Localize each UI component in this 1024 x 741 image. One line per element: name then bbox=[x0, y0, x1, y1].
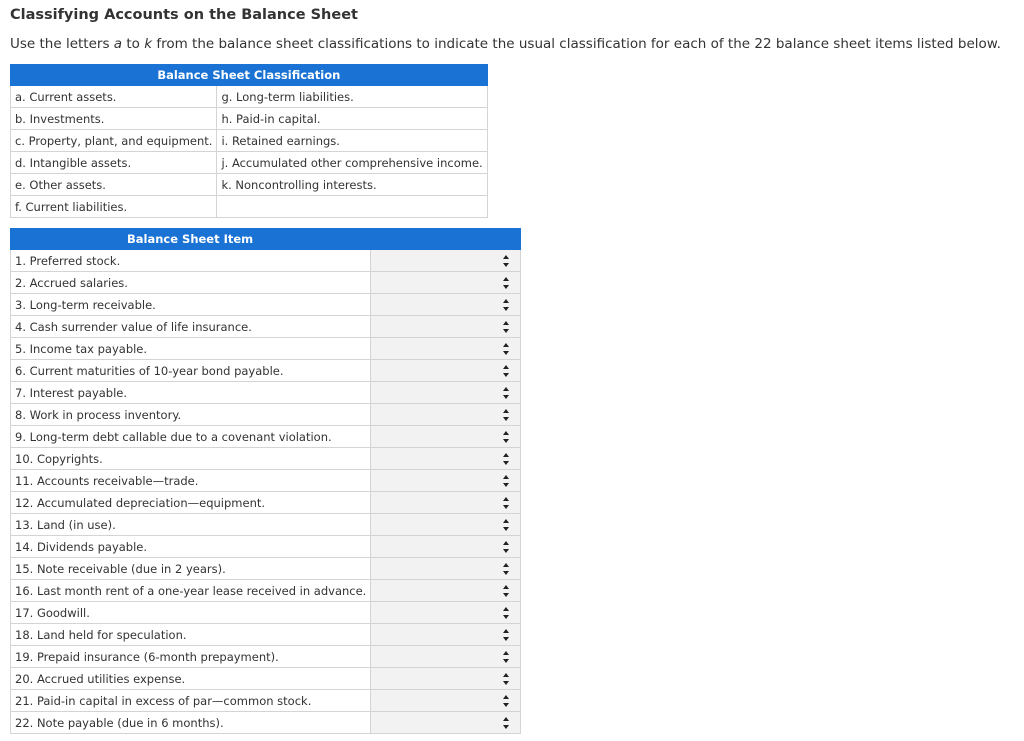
classification-select[interactable] bbox=[371, 602, 521, 624]
classification-row bbox=[11, 152, 488, 174]
classification-header: Balance Sheet Classification bbox=[11, 65, 488, 86]
item-label: 16. Last month rent of a one-year lease received in advance. bbox=[11, 580, 371, 602]
select-toggle[interactable] bbox=[500, 430, 512, 444]
table-row bbox=[11, 668, 521, 690]
select-toggle[interactable] bbox=[500, 606, 512, 620]
classification-table bbox=[10, 64, 488, 218]
classification-right-cell: j. Accumulated other comprehensive income. bbox=[217, 152, 487, 174]
up-down-arrows-icon bbox=[503, 277, 510, 289]
instructions-mid: to bbox=[122, 36, 145, 52]
up-down-arrows-icon bbox=[503, 585, 510, 597]
classification-select[interactable] bbox=[371, 338, 521, 360]
item-label: 3. Long-term receivable. bbox=[11, 294, 371, 316]
classification-select[interactable] bbox=[371, 250, 521, 272]
classification-select[interactable] bbox=[371, 624, 521, 646]
classification-select[interactable] bbox=[371, 558, 521, 580]
table-row bbox=[11, 316, 521, 338]
select-toggle[interactable] bbox=[500, 672, 512, 686]
select-toggle[interactable] bbox=[500, 320, 512, 334]
classification-right-cell: g. Long-term liabilities. bbox=[217, 86, 487, 108]
item-label: 20. Accrued utilities expense. bbox=[11, 668, 371, 690]
classification-select[interactable] bbox=[371, 404, 521, 426]
item-label: 9. Long-term debt callable due to a covenant violation. bbox=[11, 426, 371, 448]
item-label: 6. Current maturities of 10-year bond payable. bbox=[11, 360, 371, 382]
select-toggle[interactable] bbox=[500, 342, 512, 356]
up-down-arrows-icon bbox=[503, 651, 510, 663]
up-down-arrows-icon bbox=[503, 695, 510, 707]
table-row bbox=[11, 470, 521, 492]
classification-row bbox=[11, 108, 488, 130]
instructions-prefix: Use the letters bbox=[10, 36, 114, 52]
item-header-row bbox=[11, 229, 521, 250]
classification-left-cell: a. Current assets. bbox=[11, 86, 217, 108]
item-label: 10. Copyrights. bbox=[11, 448, 371, 470]
select-toggle[interactable] bbox=[500, 452, 512, 466]
table-row bbox=[11, 360, 521, 382]
select-toggle[interactable] bbox=[500, 408, 512, 422]
up-down-arrows-icon bbox=[503, 519, 510, 531]
classification-select[interactable] bbox=[371, 668, 521, 690]
classification-right-cell: i. Retained earnings. bbox=[217, 130, 487, 152]
item-label: 12. Accumulated depreciation—equipment. bbox=[11, 492, 371, 514]
select-toggle[interactable] bbox=[500, 386, 512, 400]
classification-right-cell: k. Noncontrolling interests. bbox=[217, 174, 487, 196]
table-row bbox=[11, 492, 521, 514]
select-toggle[interactable] bbox=[500, 518, 512, 532]
table-row bbox=[11, 602, 521, 624]
classification-select[interactable] bbox=[371, 470, 521, 492]
classification-header-row bbox=[11, 65, 488, 86]
classification-row bbox=[11, 196, 488, 218]
classification-select[interactable] bbox=[371, 690, 521, 712]
classification-left-cell: c. Property, plant, and equipment. bbox=[11, 130, 217, 152]
up-down-arrows-icon bbox=[503, 717, 510, 729]
table-row bbox=[11, 382, 521, 404]
page-title: Classifying Accounts on the Balance Sheet bbox=[10, 7, 358, 23]
classification-select[interactable] bbox=[371, 272, 521, 294]
classification-select[interactable] bbox=[371, 294, 521, 316]
up-down-arrows-icon bbox=[503, 343, 510, 355]
table-row bbox=[11, 404, 521, 426]
select-toggle[interactable] bbox=[500, 496, 512, 510]
item-label: 1. Preferred stock. bbox=[11, 250, 371, 272]
up-down-arrows-icon bbox=[503, 387, 510, 399]
up-down-arrows-icon bbox=[503, 431, 510, 443]
item-label: 18. Land held for speculation. bbox=[11, 624, 371, 646]
select-toggle[interactable] bbox=[500, 716, 512, 730]
select-toggle[interactable] bbox=[500, 254, 512, 268]
table-row bbox=[11, 426, 521, 448]
item-label: 14. Dividends payable. bbox=[11, 536, 371, 558]
instructions-letter-a: a bbox=[113, 36, 123, 52]
classification-select[interactable] bbox=[371, 316, 521, 338]
classification-select[interactable] bbox=[371, 536, 521, 558]
classification-right-cell bbox=[217, 196, 487, 218]
table-row bbox=[11, 514, 521, 536]
item-label: 19. Prepaid insurance (6-month prepayment). bbox=[11, 646, 371, 668]
up-down-arrows-icon bbox=[503, 475, 510, 487]
instructions-suffix: from the balance sheet classifications to indicate the usual classification for each of the 22 balance sheet items listed below. bbox=[152, 36, 1001, 52]
classification-left-cell: d. Intangible assets. bbox=[11, 152, 217, 174]
classification-select[interactable] bbox=[371, 382, 521, 404]
select-toggle[interactable] bbox=[500, 628, 512, 642]
select-toggle[interactable] bbox=[500, 276, 512, 290]
item-label: 7. Interest payable. bbox=[11, 382, 371, 404]
item-label: 4. Cash surrender value of life insurance. bbox=[11, 316, 371, 338]
up-down-arrows-icon bbox=[503, 321, 510, 333]
classification-select[interactable] bbox=[371, 360, 521, 382]
up-down-arrows-icon bbox=[503, 453, 510, 465]
up-down-arrows-icon bbox=[503, 409, 510, 421]
classification-row bbox=[11, 130, 488, 152]
table-row bbox=[11, 448, 521, 470]
classification-body bbox=[11, 86, 488, 218]
table-row bbox=[11, 294, 521, 316]
up-down-arrows-icon bbox=[503, 541, 510, 553]
classification-select[interactable] bbox=[371, 712, 521, 734]
classification-select[interactable] bbox=[371, 580, 521, 602]
classification-select[interactable] bbox=[371, 426, 521, 448]
table-row bbox=[11, 338, 521, 360]
up-down-arrows-icon bbox=[503, 299, 510, 311]
up-down-arrows-icon bbox=[503, 563, 510, 575]
classification-select[interactable] bbox=[371, 448, 521, 470]
instructions bbox=[10, 36, 1001, 52]
classification-row bbox=[11, 174, 488, 196]
up-down-arrows-icon bbox=[503, 607, 510, 619]
balance-sheet-item-table bbox=[10, 228, 521, 734]
select-toggle[interactable] bbox=[500, 584, 512, 598]
up-down-arrows-icon bbox=[503, 673, 510, 685]
table-row bbox=[11, 690, 521, 712]
item-label: 8. Work in process inventory. bbox=[11, 404, 371, 426]
item-header: Balance Sheet Item bbox=[11, 229, 521, 250]
classification-select[interactable] bbox=[371, 492, 521, 514]
table-row bbox=[11, 580, 521, 602]
up-down-arrows-icon bbox=[503, 255, 510, 267]
up-down-arrows-icon bbox=[503, 497, 510, 509]
select-toggle[interactable] bbox=[500, 650, 512, 664]
classification-left-cell: b. Investments. bbox=[11, 108, 217, 130]
classification-select[interactable] bbox=[371, 514, 521, 536]
table-row bbox=[11, 646, 521, 668]
table-row bbox=[11, 536, 521, 558]
item-label: 13. Land (in use). bbox=[11, 514, 371, 536]
table-row bbox=[11, 712, 521, 734]
select-toggle[interactable] bbox=[500, 364, 512, 378]
classification-left-cell: e. Other assets. bbox=[11, 174, 217, 196]
table-row bbox=[11, 272, 521, 294]
table-row bbox=[11, 250, 521, 272]
item-body bbox=[11, 250, 521, 734]
item-label: 17. Goodwill. bbox=[11, 602, 371, 624]
classification-left-cell: f. Current liabilities. bbox=[11, 196, 217, 218]
select-toggle[interactable] bbox=[500, 562, 512, 576]
item-label: 11. Accounts receivable—trade. bbox=[11, 470, 371, 492]
table-row bbox=[11, 624, 521, 646]
up-down-arrows-icon bbox=[503, 629, 510, 641]
item-label: 22. Note payable (due in 6 months). bbox=[11, 712, 371, 734]
item-label: 15. Note receivable (due in 2 years). bbox=[11, 558, 371, 580]
item-label: 21. Paid-in capital in excess of par—common stock. bbox=[11, 690, 371, 712]
classification-select[interactable] bbox=[371, 646, 521, 668]
select-toggle[interactable] bbox=[500, 694, 512, 708]
item-label: 5. Income tax payable. bbox=[11, 338, 371, 360]
classification-right-cell: h. Paid-in capital. bbox=[217, 108, 487, 130]
classification-row bbox=[11, 86, 488, 108]
table-row bbox=[11, 558, 521, 580]
instructions-letter-k: k bbox=[144, 36, 153, 52]
select-toggle[interactable] bbox=[500, 298, 512, 312]
select-toggle[interactable] bbox=[500, 540, 512, 554]
select-toggle[interactable] bbox=[500, 474, 512, 488]
up-down-arrows-icon bbox=[503, 365, 510, 377]
item-label: 2. Accrued salaries. bbox=[11, 272, 371, 294]
